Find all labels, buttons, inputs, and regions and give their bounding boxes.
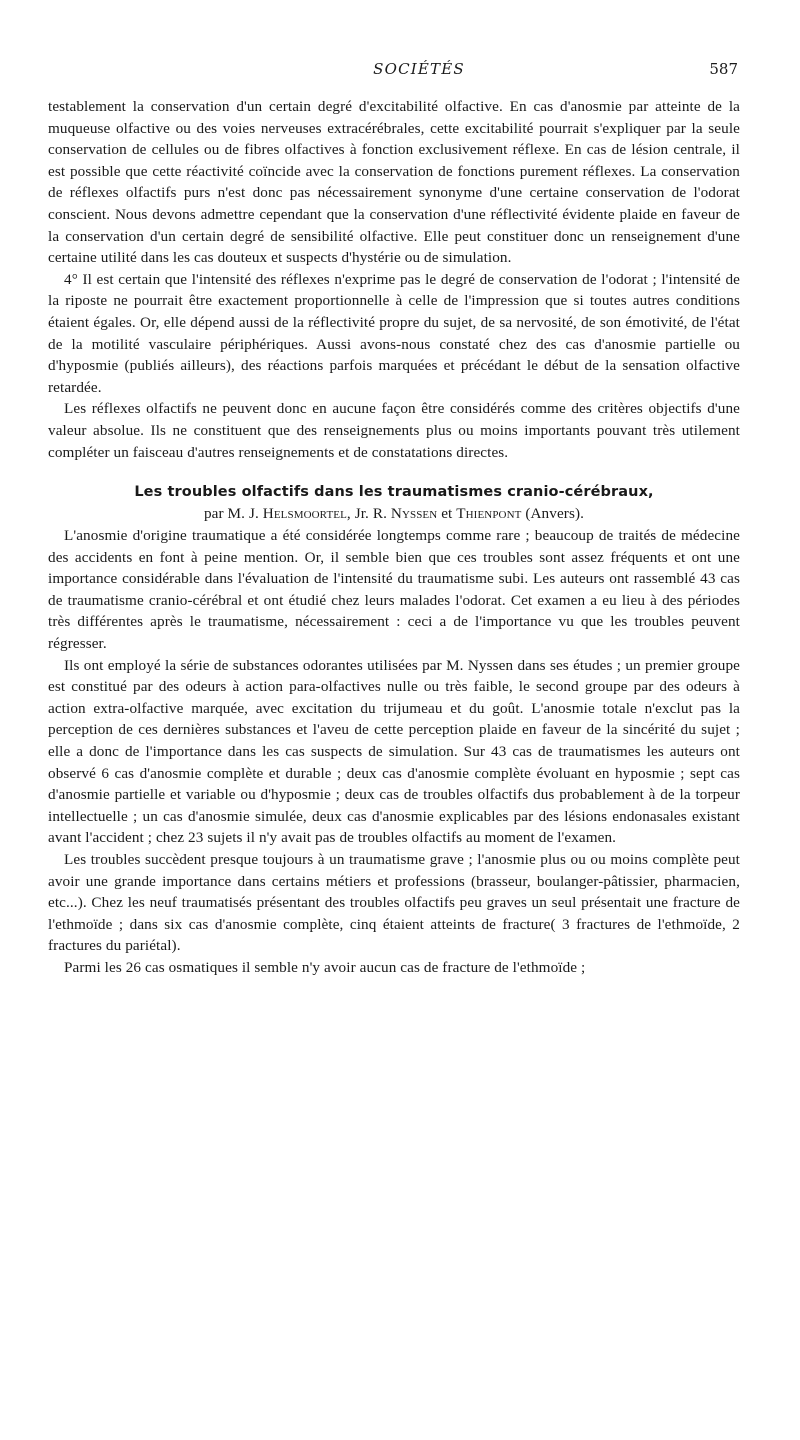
page-number: 587 xyxy=(709,60,738,78)
paragraph-point-4: 4° Il est certain que l'intensité des réflexes n'exprime pas le degré de conservation de l'odorat ; l'intensité de la riposte ne pourrait être exactement proportionnelle à celle de l'impression que si toutes autres conditions étaient égales. Or, elle dépend aussi de la réflectivité propre du sujet, de sa nervosité, de son émotivité, de l'état de la motilité vasculaire périphériques. Aussi avons-nous constaté chez des cas d'anosmie partielle ou d'hyposmie (publiés ailleurs), des réactions parfois marquées et précédant le début de la sensation olfactive retardée. xyxy=(48,270,740,396)
section-authors xyxy=(48,503,740,525)
section-paragraph: Parmi les 26 cas osmatiques il semble n'y avoir aucun cas de fracture de l'ethmoïde ; xyxy=(64,958,586,976)
authors-mid-1: , Jr. R. xyxy=(346,505,387,523)
section-paragraph: Ils ont employé la série de substances odorantes utilisées par M. Nyssen dans ses études ; un premier groupe est constitué par des odeurs à action para-olfactives nulle ou très faible, le second groupe par des odeurs à action extra-olfactive marquée, avec excitation du trijumeau et du goût. L'anosmie totale n'exclut pas la perception de ces dernières substances et l'aveu de cette perception plaide en faveur de la sincérité du sujet ; elle a donc de l'importance dans les cas suspects de simulation. Sur 43 cas de traumatismes les auteurs ont observé 6 cas d'anosmie complète et durable ; deux cas d'anosmie complète évoluant en hyposmie ; sept cas d'anosmie partielle et variable ou d'hyposmie ; deux cas de troubles olfactifs dus probablement à de la torpeur intellectuelle ; un cas d'anosmie simulée, deux cas d'anosmie explicables par des lésions endonasales existant avant l'accident ; chez 23 sujets il n'y avait pas de troubles olfactifs au moment de l'examen. xyxy=(48,656,740,847)
authors-prefix: par M. J. xyxy=(203,505,259,523)
page-body xyxy=(48,96,740,979)
section-title: Les troubles olfactifs dans les traumatismes cranio-cérébraux, xyxy=(134,484,654,501)
author-helsmoortel: Helsmoortel xyxy=(262,505,347,523)
author-nyssen: Nyssen xyxy=(390,505,438,523)
running-title: SOCIÉTÉS xyxy=(373,60,465,78)
authors-mid-2: et xyxy=(437,505,453,523)
section-paragraph: Les troubles succèdent presque toujours à un traumatisme grave ; l'anosmie plus ou ou moins complète peut avoir une grande importance dans certains métiers et professions (brasseur, boulanger-pâtissier, pharmacien, etc...). Chez les neuf traumatisés présentant des troubles olfactifs peu graves un seul présentait une fracture de l'ethmoïde ; dans six cas d'anosmie complète, cinq étaient atteints de fracture( 3 fractures de l'ethmoïde, 2 fractures du pariétal). xyxy=(48,851,740,955)
paragraph-continuation: testablement la conservation d'un certain degré d'excitabilité olfactive. En cas d'anosmie par atteinte de la muqueuse olfactive ou des voies nerveuses extracérébrales, cette excitabilité pourrait s'expliquer par la seule conservation de cellules ou de fibres olfactives à fonction exclusivement réflexe. En cas de lésion centrale, il est possible que cette réactivité coïncide avec la conservation de fonctions purement réflexes. La conservation de réflexes olfactifs purs n'est donc pas nécessairement synonyme d'une certaine conservation de l'odorat conscient. Nous devons admettre cependant que la conservation d'une réflectivité évidente plaide en faveur de la conservation d'un certain degré de sensibilité olfactive. Elle peut constituer donc un renseignement d'une certaine utilité dans les cas douteux et suspects d'hystérie ou de simulation. xyxy=(48,98,740,267)
authors-suffix: (Anvers). xyxy=(521,505,585,523)
author-thienpont: Thienpont xyxy=(456,505,522,523)
paragraph-conclusion: Les réflexes olfactifs ne peuvent donc en aucune façon être considérés comme des critères objectifs d'une valeur absolue. Ils ne constituent que des renseignements plus ou moins importants pouvant très utilement compléter un faisceau d'autres renseignements et de constatations directes. xyxy=(48,400,740,461)
section-paragraph: L'anosmie d'origine traumatique a été considérée longtemps comme rare ; beaucoup de traités de médecine des accidents en font à peine mention. Or, il semble bien que ces troubles sont assez fréquents et ont une importance considérable dans l'évaluation de l'intensité du traumatisme subi. Les auteurs ont rassemblé 43 cas de traumatisme cranio-cérébral et ont étudié chez leurs malades l'odorat. Cet examen a eu lieu à des périodes très différentes après le traumatisme, nécessairement : ceci a de l'importance vu que les troubles peuvent régresser. xyxy=(48,527,740,653)
page-header xyxy=(100,60,738,84)
